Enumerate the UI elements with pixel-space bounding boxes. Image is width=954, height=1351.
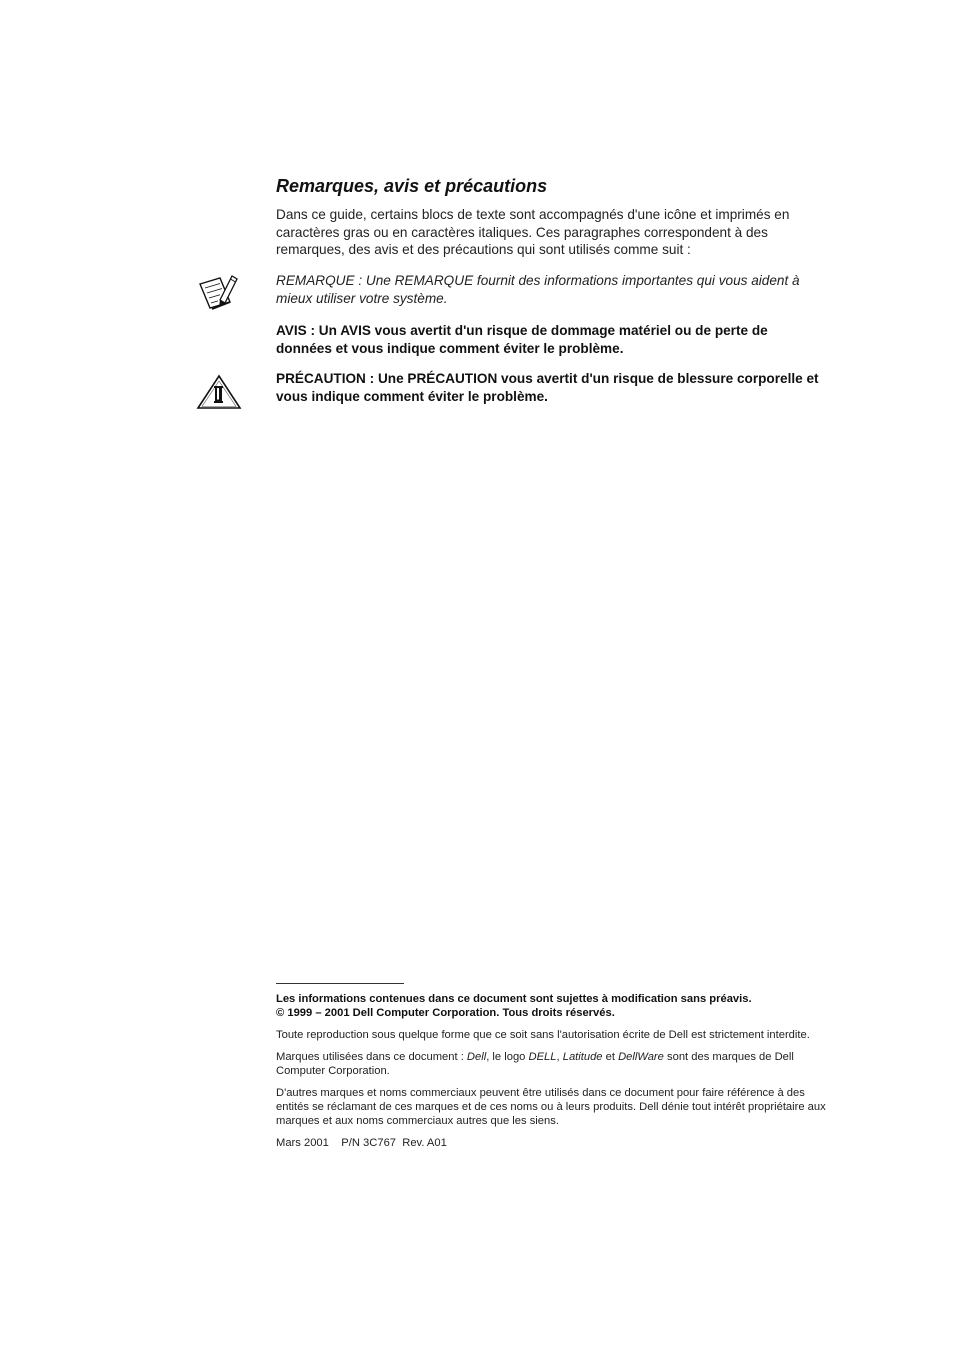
section-title: Remarques, avis et précautions — [276, 176, 548, 196]
legal-notice-block — [276, 992, 826, 1158]
legal-header — [276, 992, 826, 1020]
note-pencil-icon — [196, 272, 240, 312]
note-text: REMARQUE : Une REMARQUE fournit des informations importantes qui vous aident à mieux utiliser votre système. — [276, 273, 800, 306]
trademarks-prefix: Marques utilisées dans ce document : — [276, 1051, 467, 1063]
revision: Rev. A01 — [402, 1137, 447, 1149]
trademarks-text — [276, 1050, 826, 1078]
trademark-dell: Dell — [466, 1051, 487, 1063]
caution-triangle-icon — [196, 374, 242, 410]
trademarks-and: et — [602, 1051, 619, 1063]
footer-divider — [276, 983, 404, 984]
subject-to-change-text: Les informations contenues dans ce document sont sujettes à modification sans préavis. — [276, 993, 752, 1005]
trademark-latitude: Latitude — [562, 1051, 603, 1063]
other-marks-text: D'autres marques et noms commerciaux peuvent être utilisés dans ce document pour faire référence à des entités se réclamant de ces marques et de ces noms ou à leurs produits. Dell dénie tout intérêt propriétaire aux marques et aux noms commerciaux autres que les siens. — [276, 1087, 826, 1127]
trademarks-sep: , — [556, 1051, 563, 1063]
trademark-dell-logo: DELL — [528, 1051, 557, 1063]
revision-line — [276, 1136, 826, 1150]
trademark-dellware: DellWare — [618, 1051, 664, 1063]
notice-text: AVIS : Un AVIS vous avertit d'un risque de dommage matériel ou de perte de données et vous indique comment éviter le problème. — [276, 323, 768, 356]
publication-date: Mars 2001 — [276, 1137, 329, 1149]
caution-text: PRÉCAUTION : Une PRÉCAUTION vous avertit d'un risque de blessure corporelle et vous indique comment éviter le problème. — [276, 371, 819, 404]
trademarks-suffix: sont des marques de Dell Computer Corporation. — [276, 1051, 794, 1077]
intro-paragraph: Dans ce guide, certains blocs de texte sont accompagnés d'une icône et imprimés en caractères gras ou en caractères italiques. Ces paragraphes correspondent à des remarques, des avis et des précautions qui sont utilisés comme suit : — [276, 207, 790, 257]
copyright-text: © 1999 – 2001 Dell Computer Corporation. Tous droits réservés. — [276, 1007, 615, 1019]
part-number: P/N 3C767 — [341, 1137, 397, 1149]
reproduction-text: Toute reproduction sous quelque forme que ce soit sans l'autorisation écrite de Dell est strictement interdite. — [276, 1029, 810, 1041]
trademarks-logo: , le logo — [486, 1051, 529, 1063]
